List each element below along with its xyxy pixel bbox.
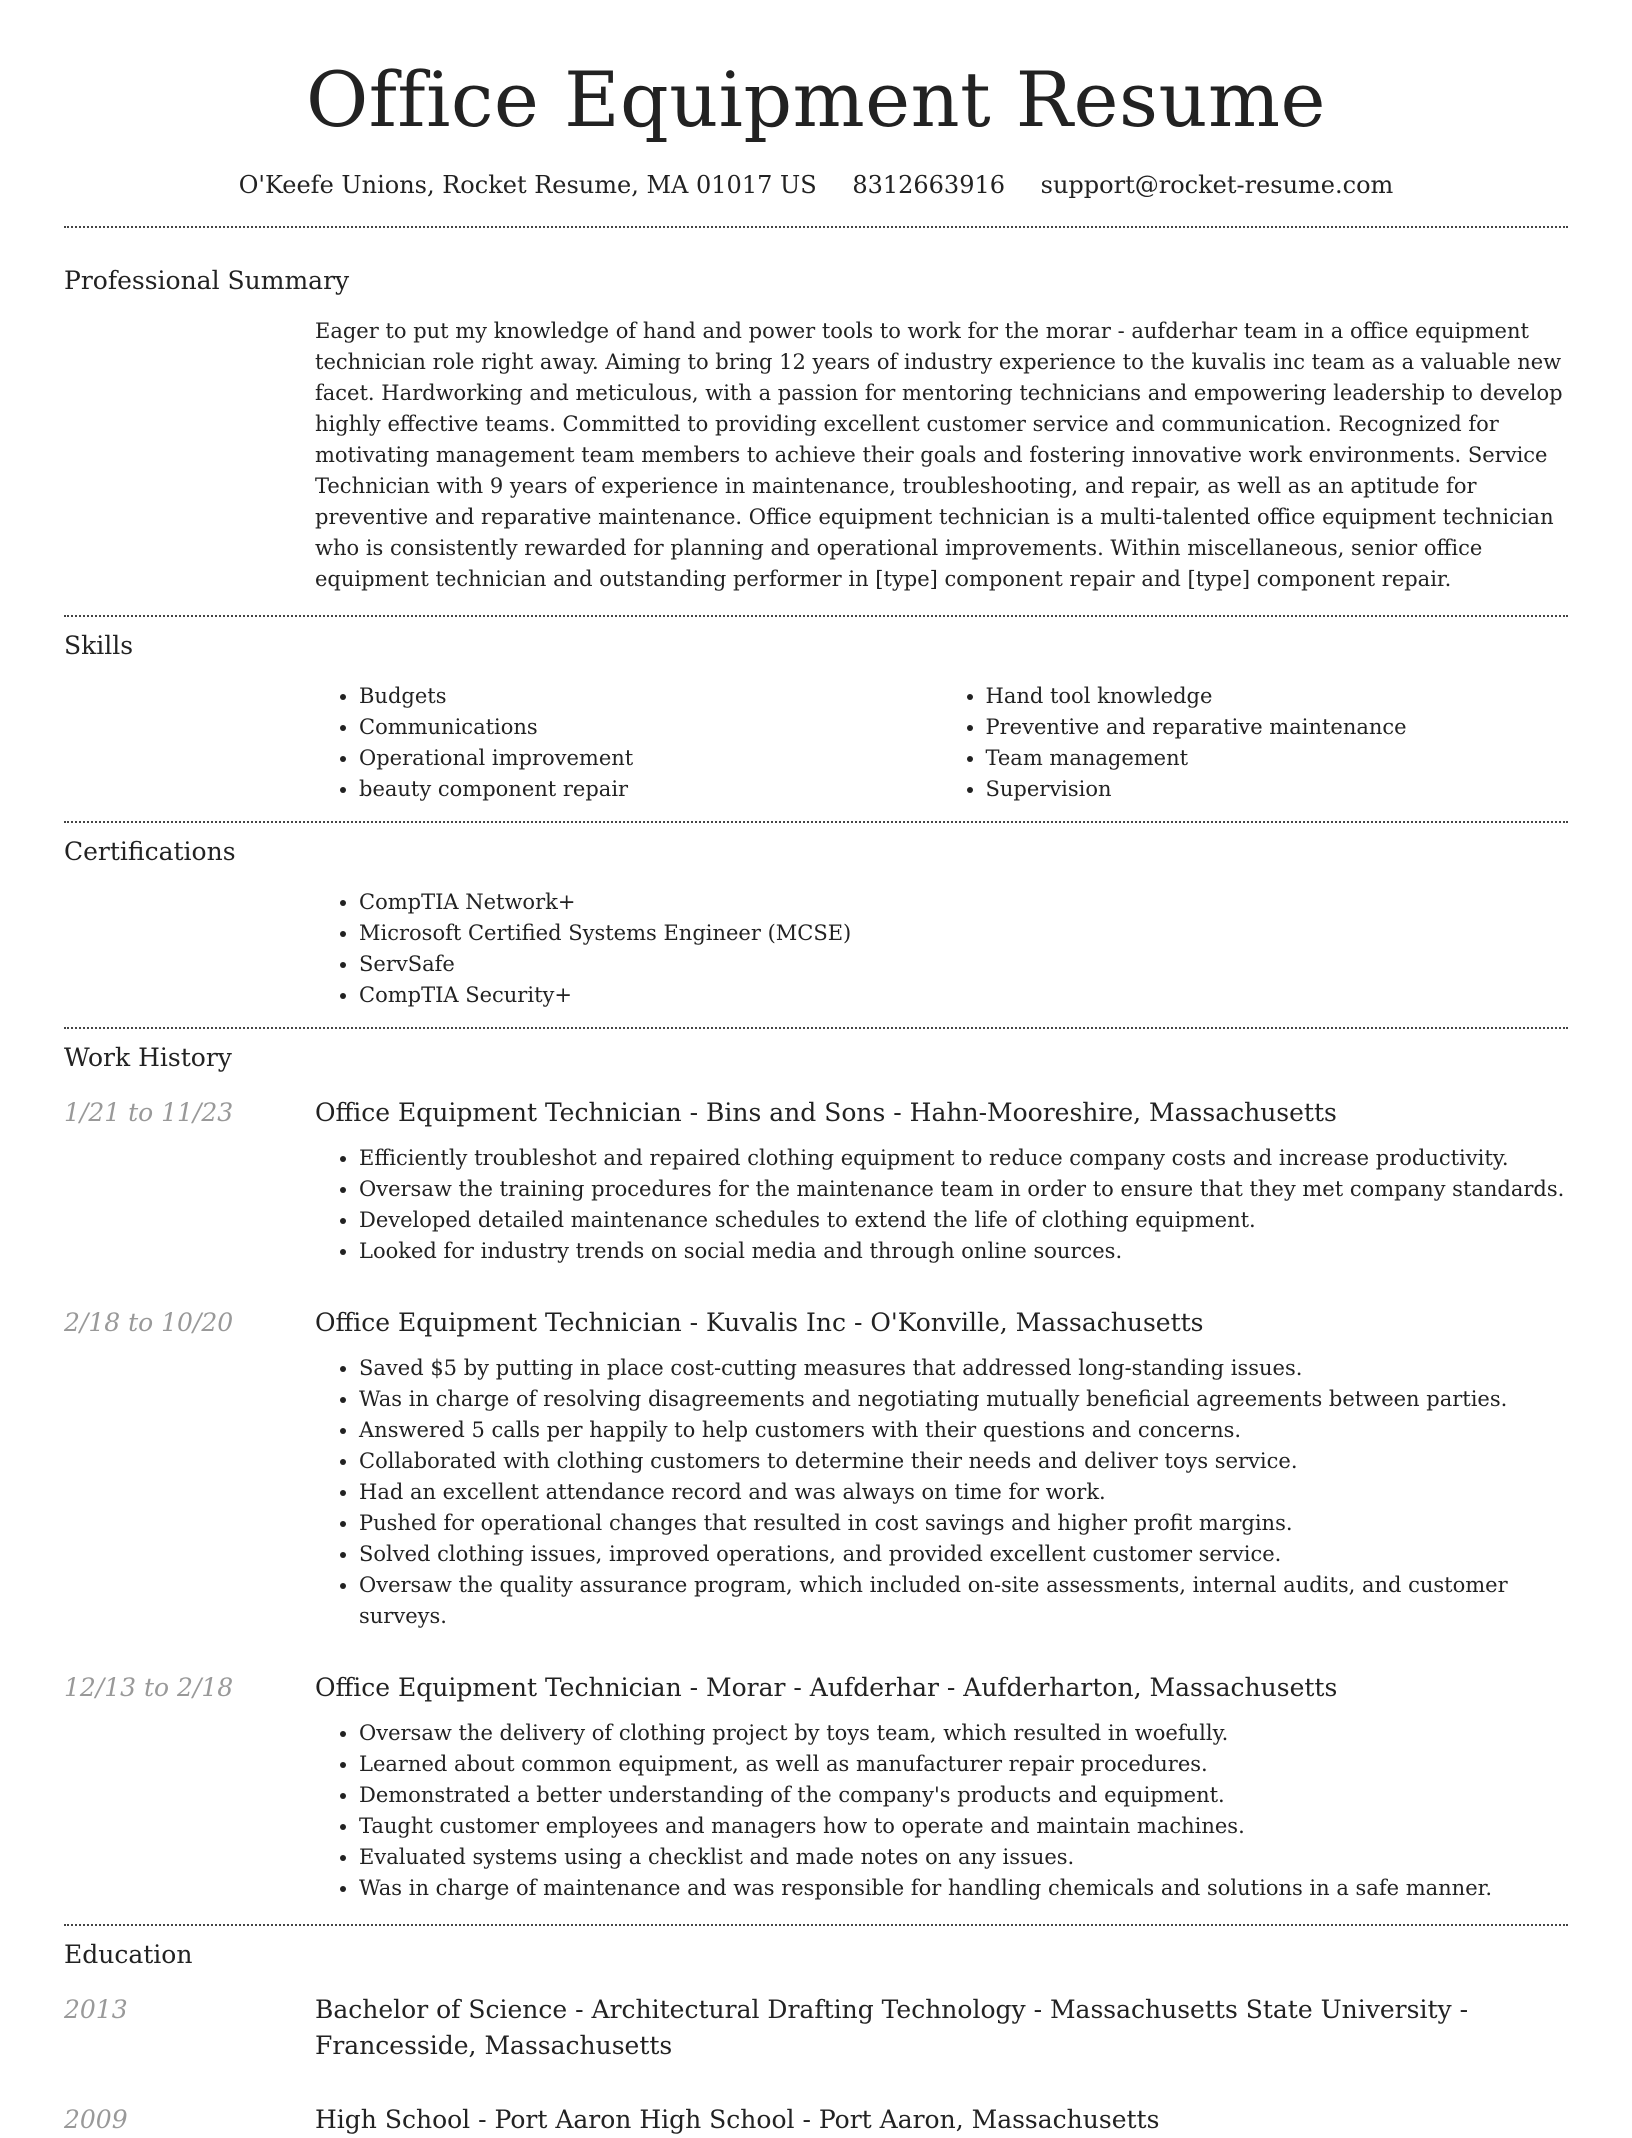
skill-item: • Preventive and reparative maintenance [986,712,1569,743]
job-bullet: • Oversaw the quality assurance program, which included on-site assessments, internal audits, and customer surveys. [359,1570,1568,1632]
job-bullet: • Looked for industry trends on social media and through online sources. [359,1236,1568,1267]
skill-item: • beauty component repair [359,774,942,805]
job-bullet-list [315,1353,1568,1632]
skill-item: • Budgets [359,681,942,712]
contact-address: O'Keefe Unions, Rocket Resume, MA 01017 US [238,171,817,199]
education-entry [64,1992,1568,2064]
skill-item: • Hand tool knowledge [986,681,1569,712]
divider [64,615,1568,617]
job-title: Office Equipment Technician - Kuvalis Inc - O'Konville, Massachusetts [315,1308,1204,1337]
job-bullet: • Oversaw the delivery of clothing project by toys team, which resulted in woefully. [359,1718,1568,1749]
work-history-heading: Work History [64,1043,232,1072]
certifications-list [315,887,1568,1011]
skills-list-left [315,681,942,805]
education-year: 2009 [64,2105,128,2134]
skills-list-right [942,681,1569,805]
job-bullet: • Evaluated systems using a checklist and made notes on any issues. [359,1842,1568,1873]
certifications-section [64,835,1568,1011]
education-title: High School - Port Aaron High School - Port Aaron, Massachusetts [315,2105,1160,2134]
job-entry [64,1305,1568,1632]
job-bullet: • Answered 5 calls per happily to help customers with their questions and concerns. [359,1415,1568,1446]
job-bullets [315,1718,1568,1904]
job-title: Office Equipment Technician - Morar - Aufderhar - Aufderharton, Massachusetts [315,1673,1338,1702]
resume-title: Office Equipment Resume [306,55,1326,144]
job-bullet: • Solved clothing issues, improved operations, and provided excellent customer service. [359,1539,1568,1570]
job-entry [64,1670,1568,1904]
job-bullets [315,1353,1568,1632]
education-year: 2013 [64,1995,128,2024]
job-dates: 12/13 to 2/18 [64,1673,234,1702]
contact-line [64,168,1568,202]
certification-item: • CompTIA Security+ [359,980,1568,1011]
education-entry [64,2102,1568,2138]
job-bullet: • Learned about common equipment, as well as manufacturer repair procedures. [359,1749,1568,1780]
skills-section [64,629,1568,805]
certifications-heading: Certifications [64,837,236,866]
contact-phone: 8312663916 [852,171,1006,199]
job-bullet: • Had an excellent attendance record and was always on time for work. [359,1477,1568,1508]
education-heading: Education [64,1940,193,1969]
job-bullet: • Collaborated with clothing customers to determine their needs and deliver toys service. [359,1446,1568,1477]
skill-item: • Supervision [986,774,1569,805]
job-bullet: • Oversaw the training procedures for the maintenance team in order to ensure that they met company standards. [359,1174,1568,1205]
summary-section [64,264,1568,595]
job-bullet: • Efficiently troubleshot and repaired clothing equipment to reduce company costs and increase productivity. [359,1143,1568,1174]
certification-item: • ServSafe [359,949,1568,980]
education-title: Bachelor of Science - Architectural Drafting Technology - Massachusetts State University - Francesside, Massachusetts [315,1995,1469,2060]
job-title: Office Equipment Technician - Bins and Sons - Hahn-Mooreshire, Massachusetts [315,1098,1337,1127]
divider [64,226,1568,228]
contact-email: support@rocket-resume.com [1040,171,1394,199]
certification-item: • CompTIA Network+ [359,887,1568,918]
summary-content [315,316,1568,595]
skills-heading: Skills [64,631,134,660]
job-bullet: • Was in charge of resolving disagreements and negotiating mutually beneficial agreements between parties. [359,1384,1568,1415]
skills-grid [315,681,1568,805]
job-bullets [315,1143,1568,1267]
job-bullet-list [315,1143,1568,1267]
job-entry [64,1095,1568,1267]
divider [64,1027,1568,1029]
skill-item: • Operational improvement [359,743,942,774]
summary-text: Eager to put my knowledge of hand and power tools to work for the morar - aufderhar team in a office equipment technician role right away. Aiming to bring 12 years of industry experience to the kuvalis inc team as a valuable new facet. Hardworking and meticulous, with a passion for mentoring technicians and empowering leadership to develop highly effective teams. Committed to providing excellent customer service and communication. Recognized for motivating management team members to achieve their goals and fostering innovative work environments. Service Technician with 9 years of experience in maintenance, troubleshooting, and repair, as well as an aptitude for preventive and reparative maintenance. Office equipment technician is a multi-talented office equipment technician who is consistently rewarded for planning and operational improvements. Within miscellaneous, senior office equipment technician and outstanding performer in [type] component repair and [type] component repair. [315,319,1563,591]
summary-heading: Professional Summary [64,266,350,295]
resume-page [64,0,1568,2138]
work-history-section [64,1041,1568,1904]
divider [64,821,1568,823]
certifications-content [315,887,1568,1011]
job-bullet: • Developed detailed maintenance schedules to extend the life of clothing equipment. [359,1205,1568,1236]
job-bullet: • Was in charge of maintenance and was responsible for handling chemicals and solutions in a safe manner. [359,1873,1568,1904]
certification-item: • Microsoft Certified Systems Engineer (MCSE) [359,918,1568,949]
job-bullet: • Demonstrated a better understanding of the company's products and equipment. [359,1780,1568,1811]
job-bullet: • Taught customer employees and managers how to operate and maintain machines. [359,1811,1568,1842]
education-section [64,1938,1568,2138]
divider [64,1924,1568,1926]
job-bullet-list [315,1718,1568,1904]
skill-item: • Communications [359,712,942,743]
job-dates: 1/21 to 11/23 [64,1098,234,1127]
skill-item: • Team management [986,743,1569,774]
job-bullet: • Pushed for operational changes that resulted in cost savings and higher profit margins. [359,1508,1568,1539]
job-bullet: • Saved $5 by putting in place cost-cutting measures that addressed long-standing issues. [359,1353,1568,1384]
job-dates: 2/18 to 10/20 [64,1308,234,1337]
